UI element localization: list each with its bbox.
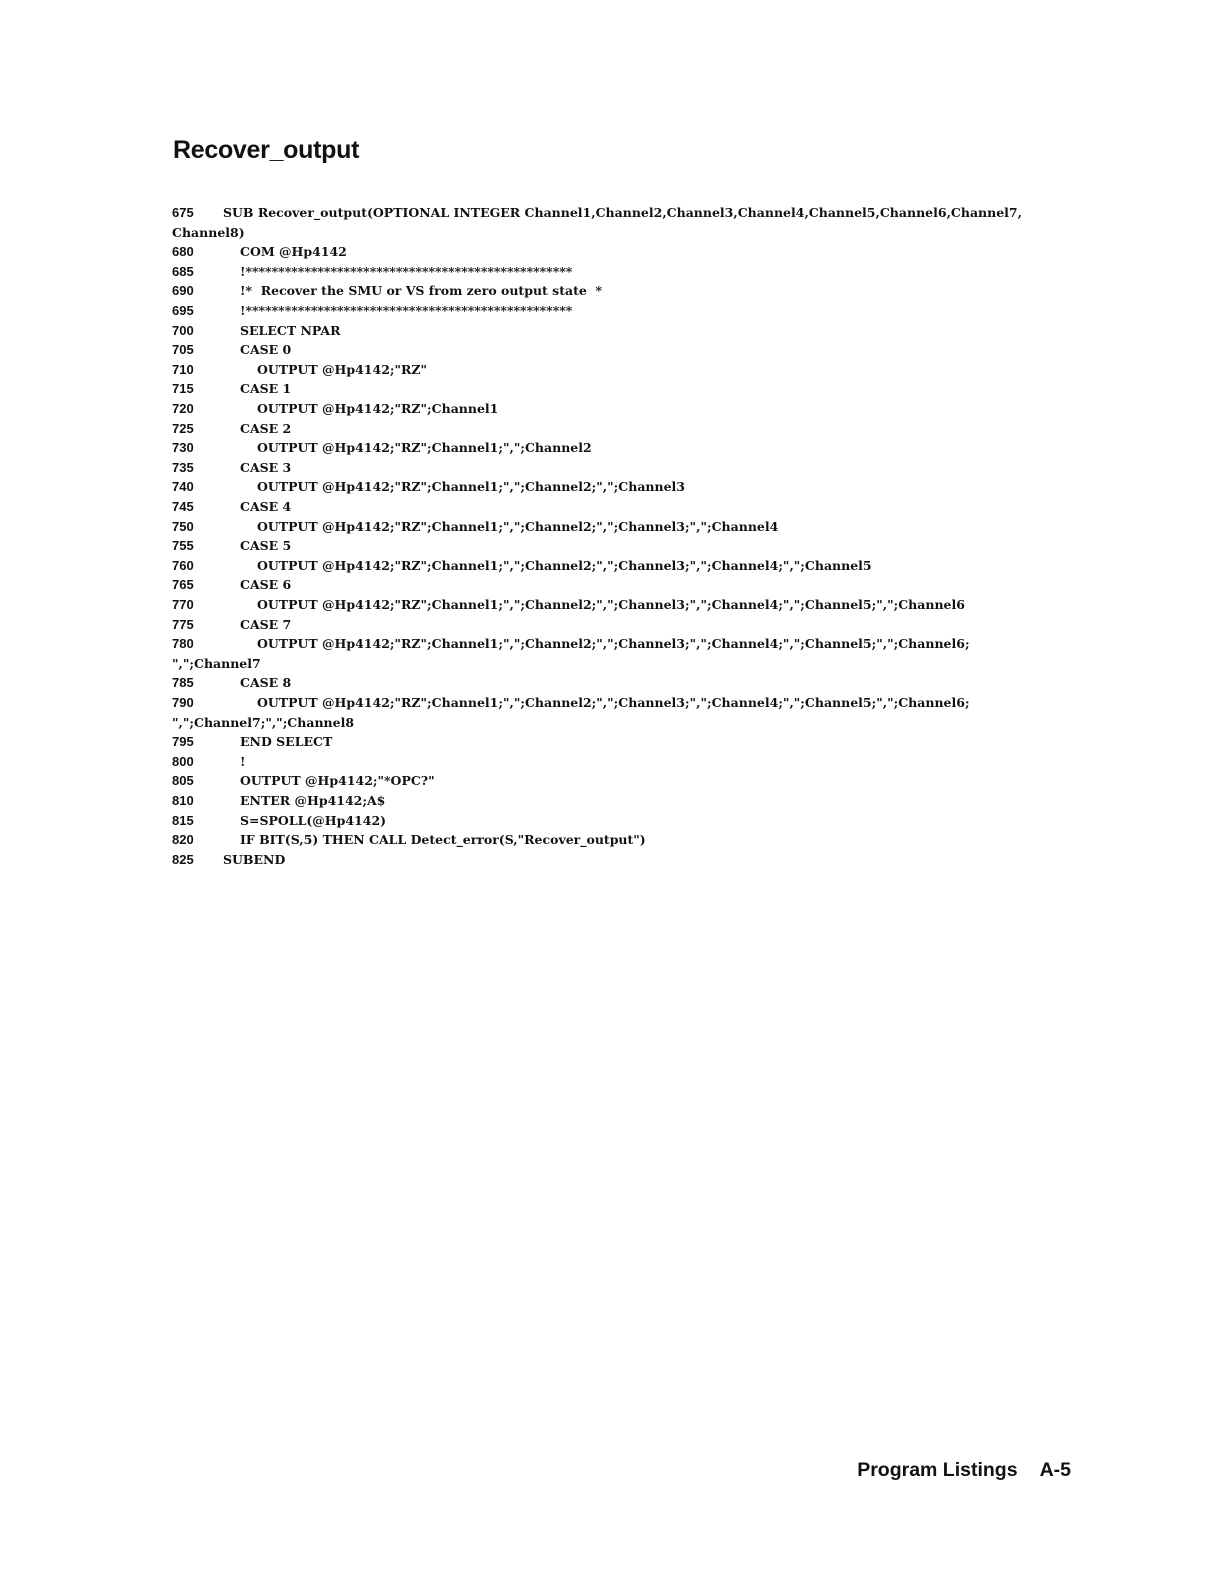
code-text: !************************************************** [240,263,573,279]
line-number: 695 [172,303,194,318]
page-footer [857,1459,1071,1482]
code-text: !* Recover the SMU or VS from zero output state * [240,283,603,299]
line-number: 765 [172,577,194,593]
line-number: 755 [172,538,194,554]
line-number: 805 [172,773,194,789]
line-number: 795 [172,734,194,750]
code-text: SELECT NPAR [240,322,341,338]
code-text: IF BIT(S,5) THEN CALL Detect_error(S,"Recover_output") [240,832,646,848]
line-number: 815 [172,812,194,828]
line-number: 745 [172,499,194,514]
line-number: 700 [172,322,194,338]
code-text: COM @Hp4142 [240,244,347,260]
line-number: 775 [172,616,194,632]
line-number: 785 [172,675,194,691]
code-text: OUTPUT @Hp4142;"RZ";Channel1;",";Channel2;",";Channel3;",";Channel4;",";Channel5;",";Channel6; [257,636,970,652]
code-text: OUTPUT @Hp4142;"RZ";Channel1;",";Channel2;",";Channel3 [257,479,685,495]
code-text: OUTPUT @Hp4142;"RZ";Channel1;",";Channel2 [257,440,592,456]
code-text: CASE 6 [240,577,292,593]
code-text: !************************************************** [240,303,573,318]
code-text: S=SPOLL(@Hp4142) [240,812,387,828]
line-number: 760 [172,557,194,573]
line-number: 735 [172,459,194,475]
code-text: ! [240,753,246,769]
code-text: SUBEND [223,851,286,867]
page-heading: Recover_output [173,136,360,164]
code-text: CASE 8 [240,675,292,691]
code-text: CASE 0 [240,342,292,358]
footer-section-title: Program Listings [857,1459,1018,1481]
line-number: 820 [172,832,194,848]
code-text: Channel8) [172,224,245,240]
code-text: ",";Channel7 [172,655,261,671]
code-text: ",";Channel7;",";Channel8 [172,714,355,730]
code-text: SUB Recover_output(OPTIONAL INTEGER Channel1,Channel2,Channel3,Channel4,Channel5,Channel6,Channel7, [223,205,1022,220]
code-text: OUTPUT @Hp4142;"RZ";Channel1;",";Channel2;",";Channel3;",";Channel4;",";Channel5;",";Channel6 [257,597,965,612]
line-number: 740 [172,479,194,495]
page-number: A-5 [1039,1459,1071,1481]
line-number: 675 [172,205,194,220]
line-number: 780 [172,636,194,652]
code-text: OUTPUT @Hp4142;"*OPC?" [240,773,435,789]
code-text: OUTPUT @Hp4142;"RZ";Channel1 [257,401,499,416]
code-text: CASE 2 [240,420,292,436]
line-number: 715 [172,381,194,397]
line-number: 750 [172,518,194,534]
line-number: 810 [172,793,194,808]
line-number: 720 [172,401,194,416]
code-text: OUTPUT @Hp4142;"RZ";Channel1;",";Channel2;",";Channel3;",";Channel4;",";Channel5;",";Channel6; [257,695,970,710]
code-text: OUTPUT @Hp4142;"RZ";Channel1;",";Channel2;",";Channel3;",";Channel4;",";Channel5 [257,557,872,573]
code-text: END SELECT [240,734,333,750]
line-number: 710 [172,361,194,377]
line-number: 730 [172,440,194,456]
code-text: CASE 3 [240,459,292,475]
line-number: 705 [172,342,194,358]
line-number: 800 [172,753,194,769]
code-text: ENTER @Hp4142;A$ [240,793,386,808]
line-number: 825 [172,851,194,867]
line-number: 685 [172,263,194,279]
line-number: 725 [172,420,194,436]
code-text: CASE 7 [240,616,292,632]
code-text: CASE 1 [240,381,292,397]
code-text: OUTPUT @Hp4142;"RZ";Channel1;",";Channel2;",";Channel3;",";Channel4 [257,518,779,534]
line-number: 680 [172,244,194,260]
line-number: 690 [172,283,194,299]
line-number: 790 [172,695,194,710]
line-number: 770 [172,597,194,612]
code-text: CASE 5 [240,538,292,554]
code-text: OUTPUT @Hp4142;"RZ" [257,361,428,377]
code-text: CASE 4 [240,499,292,514]
